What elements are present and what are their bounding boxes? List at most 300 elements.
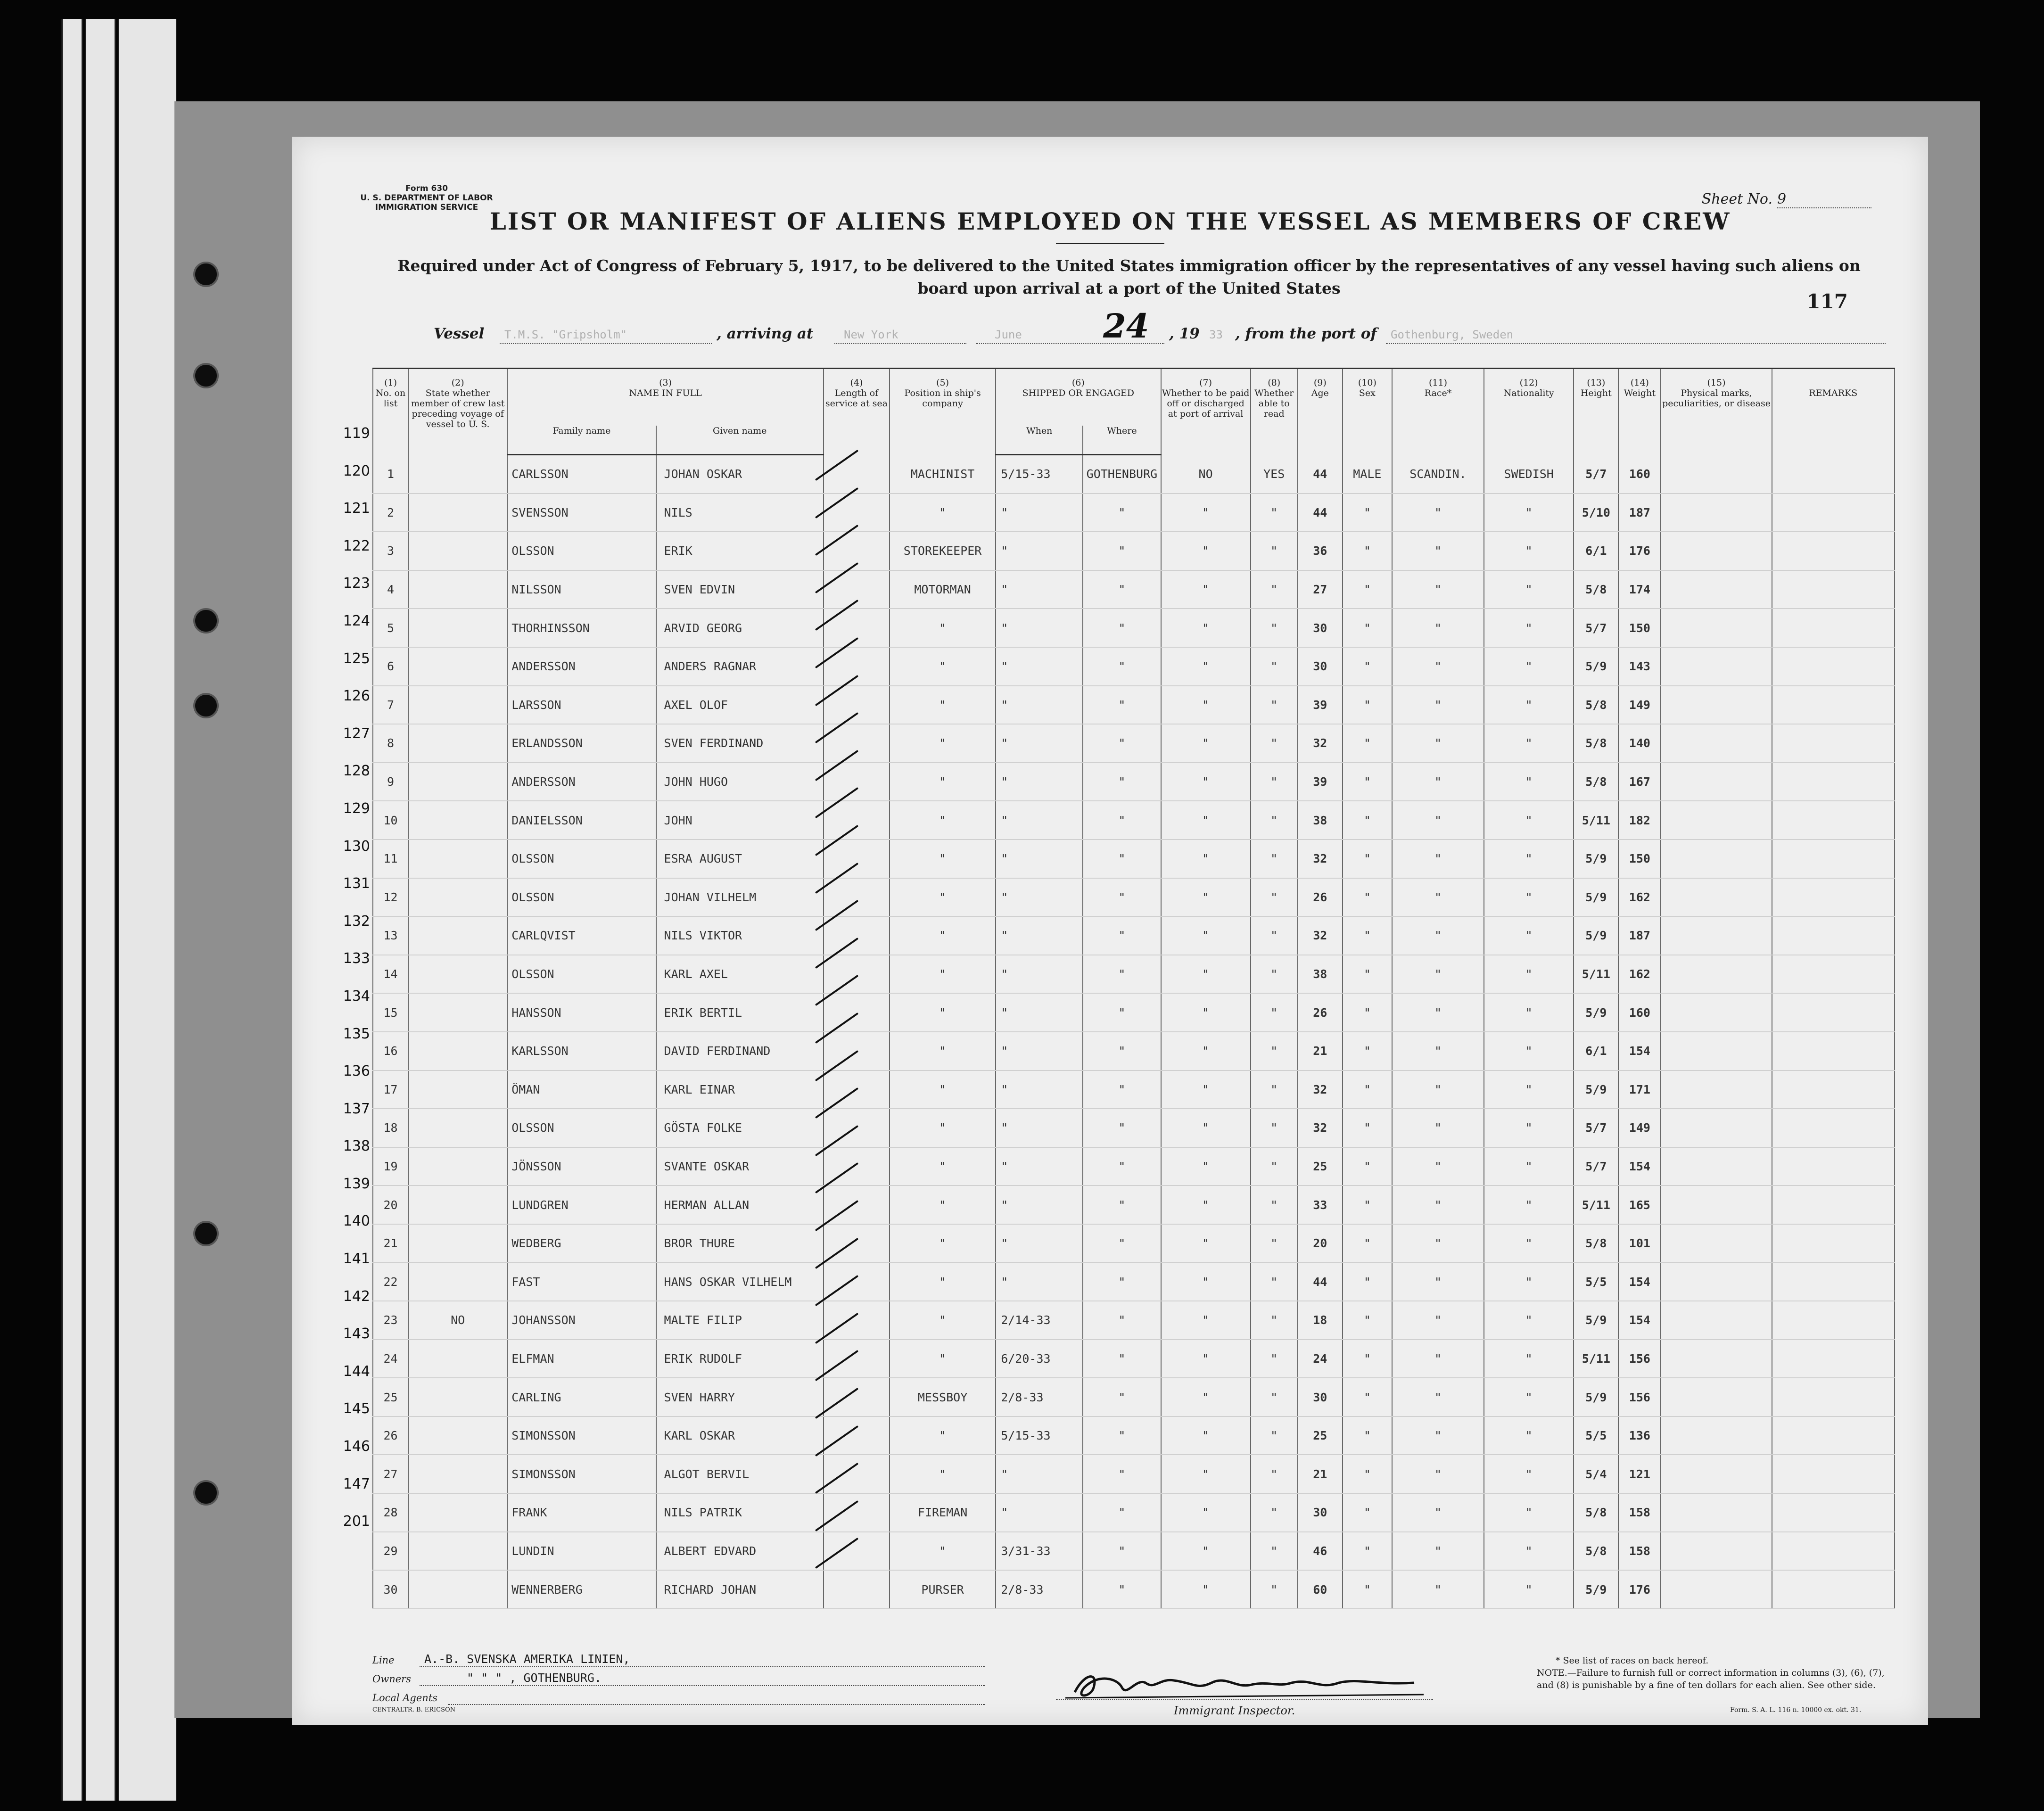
cell-age: 27 bbox=[1298, 570, 1343, 609]
cell-no: 29 bbox=[373, 1532, 408, 1571]
table-row bbox=[373, 1147, 1895, 1186]
cell-paid: " bbox=[1161, 1301, 1251, 1340]
manifest-table-wrap bbox=[372, 368, 1895, 1640]
cell-weight: 158 bbox=[1618, 1493, 1661, 1532]
table-row bbox=[373, 1185, 1895, 1224]
cell-read: " bbox=[1251, 763, 1298, 801]
cell-nationality: " bbox=[1484, 1109, 1574, 1147]
cell-read: " bbox=[1251, 1301, 1298, 1340]
header-family-name: Family name bbox=[507, 426, 656, 455]
cell-no: 21 bbox=[373, 1224, 408, 1263]
cell-no: 9 bbox=[373, 763, 408, 801]
cell-rem bbox=[1772, 763, 1895, 801]
table-row bbox=[373, 801, 1895, 840]
cell-position: " bbox=[890, 1109, 996, 1147]
cell-age: 32 bbox=[1298, 724, 1343, 763]
cell-when: " bbox=[996, 1147, 1083, 1186]
cell-height: 5/5 bbox=[1574, 1416, 1618, 1455]
cell-family: JOHANSSON bbox=[507, 1301, 656, 1340]
cell-position: " bbox=[890, 494, 996, 532]
cell-sex: " bbox=[1343, 916, 1392, 955]
cell-family: SVENSSON bbox=[507, 494, 656, 532]
cell-where: " bbox=[1083, 1032, 1161, 1070]
cell-given: ERIK RUDOLF bbox=[656, 1340, 824, 1378]
cell-when: " bbox=[996, 609, 1083, 647]
cell-given: DAVID FERDINAND bbox=[656, 1032, 824, 1070]
cell-crew bbox=[408, 1032, 507, 1070]
cell-sex: " bbox=[1343, 686, 1392, 724]
cell-paid: " bbox=[1161, 1262, 1251, 1301]
cell-race: " bbox=[1392, 1340, 1484, 1378]
inspector-signature bbox=[1056, 1669, 1433, 1702]
cell-position: " bbox=[890, 686, 996, 724]
cell-nationality: " bbox=[1484, 916, 1574, 955]
cell-phys bbox=[1661, 686, 1772, 724]
table-row bbox=[373, 570, 1895, 609]
cell-race: " bbox=[1392, 724, 1484, 763]
cell-paid: " bbox=[1161, 1147, 1251, 1186]
colnum-15: (15) bbox=[1661, 369, 1772, 388]
cell-rem bbox=[1772, 1109, 1895, 1147]
cell-len bbox=[824, 801, 890, 840]
cell-age: 44 bbox=[1298, 455, 1343, 494]
form-number: Form 630 bbox=[405, 184, 448, 193]
cell-when: 2/8-33 bbox=[996, 1378, 1083, 1416]
cell-phys bbox=[1661, 993, 1772, 1032]
cell-len bbox=[824, 1378, 890, 1416]
cell-paid: " bbox=[1161, 916, 1251, 955]
cell-when: " bbox=[996, 1493, 1083, 1532]
colnum-12: (12) bbox=[1484, 369, 1574, 388]
cell-height: 5/7 bbox=[1574, 609, 1618, 647]
cell-when: " bbox=[996, 1070, 1083, 1109]
cell-len bbox=[824, 916, 890, 955]
cell-race: SCANDIN. bbox=[1392, 455, 1484, 494]
table-row bbox=[373, 1301, 1895, 1340]
cell-family: DANIELSSON bbox=[507, 801, 656, 840]
cell-age: 39 bbox=[1298, 763, 1343, 801]
cell-height: 6/1 bbox=[1574, 532, 1618, 570]
cell-given: ALBERT EDVARD bbox=[656, 1532, 824, 1571]
cell-no: 4 bbox=[373, 570, 408, 609]
cell-crew bbox=[408, 1570, 507, 1609]
cell-nationality: " bbox=[1484, 570, 1574, 609]
line-value: A.-B. SVENSKA AMERIKA LINIEN, bbox=[424, 1652, 630, 1666]
cell-no: 8 bbox=[373, 724, 408, 763]
cell-given: NILS PATRIK bbox=[656, 1493, 824, 1532]
cell-position: " bbox=[890, 1032, 996, 1070]
cell-weight: 149 bbox=[1618, 1109, 1661, 1147]
cell-no: 24 bbox=[373, 1340, 408, 1378]
cell-paid: " bbox=[1161, 686, 1251, 724]
cell-phys bbox=[1661, 532, 1772, 570]
sheet-label: Sheet No. bbox=[1701, 191, 1772, 207]
colnum-3: (3) bbox=[507, 369, 824, 388]
cell-position: " bbox=[890, 1147, 996, 1186]
cell-paid: " bbox=[1161, 801, 1251, 840]
cell-race: " bbox=[1392, 801, 1484, 840]
cell-rem bbox=[1772, 1532, 1895, 1571]
cell-race: " bbox=[1392, 1455, 1484, 1493]
margin-number: 134 bbox=[343, 988, 370, 1004]
cell-given: KARL EINAR bbox=[656, 1070, 824, 1109]
cell-when: " bbox=[996, 993, 1083, 1032]
colnum-9: (9) bbox=[1298, 369, 1343, 388]
cell-age: 32 bbox=[1298, 1109, 1343, 1147]
cell-sex: " bbox=[1343, 1147, 1392, 1186]
cell-position: " bbox=[890, 1532, 996, 1571]
cell-where: " bbox=[1083, 1493, 1161, 1532]
cell-given: SVEN FERDINAND bbox=[656, 724, 824, 763]
cell-rem bbox=[1772, 532, 1895, 570]
cell-no: 19 bbox=[373, 1147, 408, 1186]
cell-no: 25 bbox=[373, 1378, 408, 1416]
cell-phys bbox=[1661, 955, 1772, 994]
cell-paid: " bbox=[1161, 570, 1251, 609]
table-row bbox=[373, 455, 1895, 494]
cell-family: WENNERBERG bbox=[507, 1570, 656, 1609]
cell-no: 20 bbox=[373, 1185, 408, 1224]
cell-sex: " bbox=[1343, 801, 1392, 840]
cell-sex: " bbox=[1343, 1340, 1392, 1378]
cell-nationality: " bbox=[1484, 840, 1574, 878]
cell-paid: " bbox=[1161, 1570, 1251, 1609]
cell-when: " bbox=[996, 532, 1083, 570]
cell-read: " bbox=[1251, 609, 1298, 647]
cell-given: SVEN HARRY bbox=[656, 1378, 824, 1416]
cell-age: 38 bbox=[1298, 801, 1343, 840]
table-row bbox=[373, 647, 1895, 686]
cell-family: THORHINSSON bbox=[507, 609, 656, 647]
cell-no: 12 bbox=[373, 878, 408, 917]
cell-sex: " bbox=[1343, 724, 1392, 763]
margin-number: 130 bbox=[343, 838, 370, 855]
cell-position: " bbox=[890, 955, 996, 994]
cell-no: 7 bbox=[373, 686, 408, 724]
cell-no: 3 bbox=[373, 532, 408, 570]
cell-age: 25 bbox=[1298, 1147, 1343, 1186]
cell-where: " bbox=[1083, 1455, 1161, 1493]
cell-position: " bbox=[890, 916, 996, 955]
cell-position: PURSER bbox=[890, 1570, 996, 1609]
margin-numbers bbox=[332, 415, 370, 1540]
cell-sex: " bbox=[1343, 1532, 1392, 1571]
cell-weight: 149 bbox=[1618, 686, 1661, 724]
margin-number: 133 bbox=[343, 950, 370, 967]
cell-weight: 165 bbox=[1618, 1185, 1661, 1224]
cell-paid: " bbox=[1161, 1070, 1251, 1109]
cell-position: " bbox=[890, 1455, 996, 1493]
cell-sex: " bbox=[1343, 1185, 1392, 1224]
cell-position: " bbox=[890, 878, 996, 917]
margin-number: 131 bbox=[343, 875, 370, 892]
cell-age: 60 bbox=[1298, 1570, 1343, 1609]
cell-position: FIREMAN bbox=[890, 1493, 996, 1532]
cell-family: OLSSON bbox=[507, 955, 656, 994]
cell-given: ERIK bbox=[656, 532, 824, 570]
cell-weight: 162 bbox=[1618, 955, 1661, 994]
cell-age: 30 bbox=[1298, 647, 1343, 686]
cell-weight: 174 bbox=[1618, 570, 1661, 609]
cell-when: " bbox=[996, 916, 1083, 955]
date-value: June bbox=[995, 328, 1022, 341]
cell-phys bbox=[1661, 1416, 1772, 1455]
cell-age: 39 bbox=[1298, 686, 1343, 724]
cell-given: KARL AXEL bbox=[656, 955, 824, 994]
cell-where: " bbox=[1083, 955, 1161, 994]
table-row bbox=[373, 1416, 1895, 1455]
cell-race: " bbox=[1392, 1416, 1484, 1455]
cell-position: STOREKEEPER bbox=[890, 532, 996, 570]
service: IMMIGRATION SERVICE bbox=[375, 203, 478, 212]
cell-rem bbox=[1772, 609, 1895, 647]
header-remarks: REMARKS bbox=[1772, 388, 1895, 455]
header-no-on-list: No. on list bbox=[373, 388, 408, 455]
cell-phys bbox=[1661, 570, 1772, 609]
cell-rem bbox=[1772, 455, 1895, 494]
margin-number: 119 bbox=[343, 425, 370, 442]
table-row bbox=[373, 724, 1895, 763]
cell-crew bbox=[408, 455, 507, 494]
vessel-value: T.M.S. "Gripsholm" bbox=[504, 328, 627, 341]
margin-number: 129 bbox=[343, 800, 370, 817]
header-given-name: Given name bbox=[656, 426, 824, 455]
cell-where: " bbox=[1083, 1185, 1161, 1224]
cell-age: 30 bbox=[1298, 609, 1343, 647]
cell-sex: " bbox=[1343, 1301, 1392, 1340]
cell-len bbox=[824, 1301, 890, 1340]
cell-crew bbox=[408, 1147, 507, 1186]
cell-rem bbox=[1772, 1378, 1895, 1416]
cell-race: " bbox=[1392, 1570, 1484, 1609]
cell-read: " bbox=[1251, 1224, 1298, 1263]
cell-read: " bbox=[1251, 1109, 1298, 1147]
cell-paid: " bbox=[1161, 878, 1251, 917]
cell-height: 5/9 bbox=[1574, 1378, 1618, 1416]
cell-family: FAST bbox=[507, 1262, 656, 1301]
page-title: LIST OR MANIFEST OF ALIENS EMPLOYED ON THE VESSEL AS MEMBERS OF CREW bbox=[489, 207, 1731, 235]
cell-rem bbox=[1772, 686, 1895, 724]
cell-read: " bbox=[1251, 955, 1298, 994]
cell-phys bbox=[1661, 1185, 1772, 1224]
cell-where: " bbox=[1083, 993, 1161, 1032]
cell-where: " bbox=[1083, 1378, 1161, 1416]
cell-where: GOTHENBURG bbox=[1083, 455, 1161, 494]
cell-when: " bbox=[996, 1185, 1083, 1224]
cell-no: 27 bbox=[373, 1455, 408, 1493]
cell-paid: " bbox=[1161, 1493, 1251, 1532]
cell-no: 11 bbox=[373, 840, 408, 878]
year-value: 33 bbox=[1209, 328, 1223, 341]
cell-paid: " bbox=[1161, 1224, 1251, 1263]
cell-no: 10 bbox=[373, 801, 408, 840]
cell-family: HANSSON bbox=[507, 993, 656, 1032]
day-value: 24 bbox=[1103, 306, 1149, 346]
cell-age: 26 bbox=[1298, 878, 1343, 917]
cell-family: CARLSSON bbox=[507, 455, 656, 494]
punch-hole bbox=[193, 608, 219, 634]
punch-hole bbox=[193, 1480, 219, 1506]
margin-number: 135 bbox=[343, 1025, 370, 1042]
cell-read: " bbox=[1251, 878, 1298, 917]
cell-weight: 156 bbox=[1618, 1340, 1661, 1378]
margin-number: 128 bbox=[343, 763, 370, 780]
cell-rem bbox=[1772, 1262, 1895, 1301]
cell-age: 32 bbox=[1298, 1070, 1343, 1109]
cell-read: " bbox=[1251, 1340, 1298, 1378]
cell-phys bbox=[1661, 609, 1772, 647]
cell-sex: " bbox=[1343, 993, 1392, 1032]
cell-paid: " bbox=[1161, 1032, 1251, 1070]
cell-given: HANS OSKAR VILHELM bbox=[656, 1262, 824, 1301]
cell-height: 5/8 bbox=[1574, 1224, 1618, 1263]
sheet-number bbox=[1702, 191, 1871, 208]
cell-phys bbox=[1661, 1147, 1772, 1186]
margin-number: 125 bbox=[343, 650, 370, 667]
cell-rem bbox=[1772, 1301, 1895, 1340]
cell-position: " bbox=[890, 1301, 996, 1340]
margin-number: 126 bbox=[343, 688, 370, 705]
cell-weight: 176 bbox=[1618, 532, 1661, 570]
note-text: NOTE.—Failure to furnish full or correct information in columns (3), (6), (7), and (8) is punishable by a fine of ten dollars for each alien. See other side. bbox=[1537, 1668, 1885, 1690]
binder-strips bbox=[61, 19, 184, 1801]
cell-age: 32 bbox=[1298, 840, 1343, 878]
colnum-10: (10) bbox=[1343, 369, 1392, 388]
cell-phys bbox=[1661, 494, 1772, 532]
cell-when: " bbox=[996, 955, 1083, 994]
title-rule bbox=[1056, 243, 1164, 244]
cell-where: " bbox=[1083, 1147, 1161, 1186]
cell-where: " bbox=[1083, 724, 1161, 763]
cell-len bbox=[824, 609, 890, 647]
cell-paid: " bbox=[1161, 955, 1251, 994]
cell-when: " bbox=[996, 801, 1083, 840]
cell-crew bbox=[408, 916, 507, 955]
cell-position: " bbox=[890, 1416, 996, 1455]
cell-height: 5/11 bbox=[1574, 1185, 1618, 1224]
cell-nationality: " bbox=[1484, 1340, 1574, 1378]
cell-phys bbox=[1661, 1262, 1772, 1301]
cell-sex: " bbox=[1343, 1493, 1392, 1532]
header-age: Age bbox=[1298, 388, 1343, 455]
colnum-4: (4) bbox=[824, 369, 890, 388]
cell-race: " bbox=[1392, 1378, 1484, 1416]
header-height: Height bbox=[1574, 388, 1618, 455]
cell-nationality: " bbox=[1484, 494, 1574, 532]
cell-age: 20 bbox=[1298, 1224, 1343, 1263]
cell-paid: " bbox=[1161, 840, 1251, 878]
cell-read: " bbox=[1251, 801, 1298, 840]
table-row bbox=[373, 1378, 1895, 1416]
table-row bbox=[373, 993, 1895, 1032]
cell-family: LUNDIN bbox=[507, 1532, 656, 1571]
cell-position: MOTORMAN bbox=[890, 570, 996, 609]
cell-race: " bbox=[1392, 878, 1484, 917]
cell-nationality: " bbox=[1484, 686, 1574, 724]
cell-sex: " bbox=[1343, 609, 1392, 647]
cell-crew bbox=[408, 1416, 507, 1455]
cell-weight: 182 bbox=[1618, 801, 1661, 840]
cell-crew bbox=[408, 1070, 507, 1109]
cell-weight: 154 bbox=[1618, 1262, 1661, 1301]
cell-no: 23 bbox=[373, 1301, 408, 1340]
cell-rem bbox=[1772, 1032, 1895, 1070]
table-row bbox=[373, 494, 1895, 532]
cell-given: JOHAN VILHELM bbox=[656, 878, 824, 917]
cell-crew bbox=[408, 801, 507, 840]
cell-paid: " bbox=[1161, 647, 1251, 686]
cell-read: " bbox=[1251, 494, 1298, 532]
margin-number: 124 bbox=[343, 612, 370, 629]
cell-paid: " bbox=[1161, 993, 1251, 1032]
cell-rem bbox=[1772, 1455, 1895, 1493]
cell-phys bbox=[1661, 1455, 1772, 1493]
cell-height: 5/7 bbox=[1574, 1109, 1618, 1147]
table-row bbox=[373, 609, 1895, 647]
cell-len bbox=[824, 955, 890, 994]
cell-len bbox=[824, 1493, 890, 1532]
cell-height: 5/5 bbox=[1574, 1262, 1618, 1301]
cell-phys bbox=[1661, 1109, 1772, 1147]
cell-read: " bbox=[1251, 916, 1298, 955]
cell-read: " bbox=[1251, 1185, 1298, 1224]
cell-phys bbox=[1661, 1032, 1772, 1070]
cell-sex: " bbox=[1343, 955, 1392, 994]
cell-race: " bbox=[1392, 1185, 1484, 1224]
cell-when: " bbox=[996, 840, 1083, 878]
cell-race: " bbox=[1392, 494, 1484, 532]
cell-phys bbox=[1661, 916, 1772, 955]
cell-crew bbox=[408, 494, 507, 532]
department: U. S. DEPARTMENT OF LABOR bbox=[360, 193, 493, 203]
cell-family: OLSSON bbox=[507, 532, 656, 570]
cell-where: " bbox=[1083, 1262, 1161, 1301]
cell-nationality: " bbox=[1484, 1493, 1574, 1532]
cell-read: " bbox=[1251, 570, 1298, 609]
header-shipped: SHIPPED OR ENGAGED bbox=[996, 388, 1161, 426]
cell-crew bbox=[408, 647, 507, 686]
cell-weight: 187 bbox=[1618, 916, 1661, 955]
cell-when: 5/15-33 bbox=[996, 455, 1083, 494]
cell-rem bbox=[1772, 993, 1895, 1032]
cell-race: " bbox=[1392, 1493, 1484, 1532]
margin-number: 144 bbox=[343, 1363, 370, 1380]
cell-race: " bbox=[1392, 1109, 1484, 1147]
margin-number: 142 bbox=[343, 1288, 370, 1305]
cell-weight: 140 bbox=[1618, 724, 1661, 763]
cell-read: " bbox=[1251, 1378, 1298, 1416]
cell-height: 5/8 bbox=[1574, 570, 1618, 609]
cell-race: " bbox=[1392, 840, 1484, 878]
cell-height: 5/8 bbox=[1574, 724, 1618, 763]
cell-age: 38 bbox=[1298, 955, 1343, 994]
cell-sex: " bbox=[1343, 647, 1392, 686]
cell-crew bbox=[408, 993, 507, 1032]
cell-race: " bbox=[1392, 955, 1484, 994]
cell-where: " bbox=[1083, 570, 1161, 609]
cell-weight: 154 bbox=[1618, 1301, 1661, 1340]
cell-given: JOHAN OSKAR bbox=[656, 455, 824, 494]
cell-paid: " bbox=[1161, 494, 1251, 532]
cell-race: " bbox=[1392, 1262, 1484, 1301]
colnum-7: (7) bbox=[1161, 369, 1251, 388]
cell-position: " bbox=[890, 993, 996, 1032]
agents-label: Local Agents bbox=[372, 1692, 438, 1704]
cell-age: 44 bbox=[1298, 494, 1343, 532]
cell-paid: " bbox=[1161, 1109, 1251, 1147]
colnum-6: (6) bbox=[996, 369, 1161, 388]
cell-age: 44 bbox=[1298, 1262, 1343, 1301]
